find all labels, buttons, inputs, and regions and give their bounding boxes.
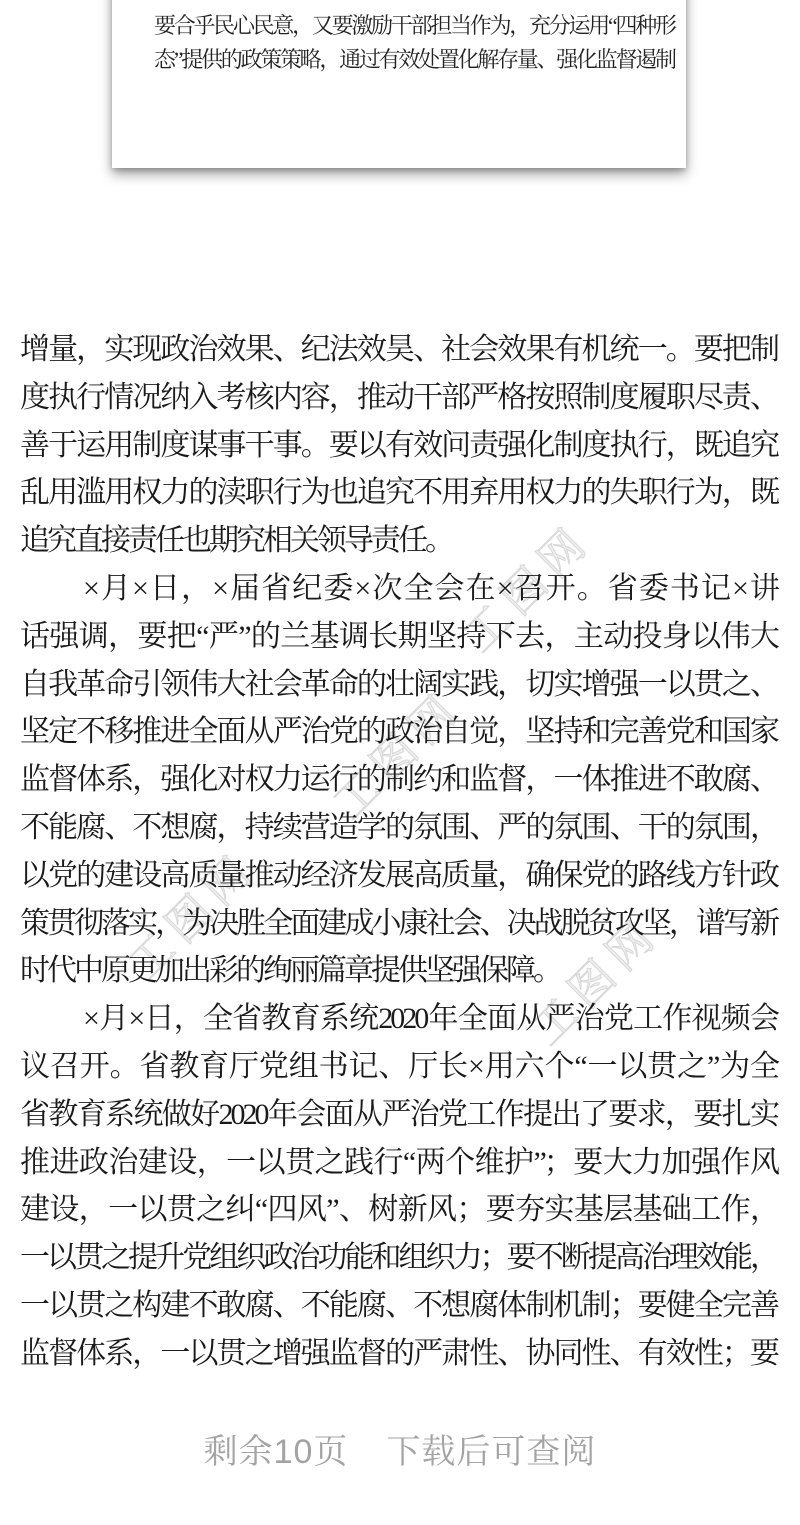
body-text-line: 省教育系统做好2020年会面从严治党工作提出了要求，要扎实 bbox=[20, 1097, 777, 1131]
watermark-text: 工图网 bbox=[119, 842, 267, 990]
body-text-line: 追究直接责任也期究相关领导责任。 bbox=[20, 524, 452, 558]
watermark-text: 工图网 bbox=[454, 514, 602, 662]
body-text-line: 坚定不移推进全面从严治党的政治自觉，坚持和完善党和国家 bbox=[20, 715, 777, 749]
body-text-line: 话强调，要把“严”的兰基调长期坚持下去，主动投身以伟大 bbox=[20, 619, 777, 653]
document-body bbox=[20, 326, 777, 1378]
body-text-line: 监督体系，强化对权力运行的制约和监督，一体推进不敢腐、 bbox=[20, 763, 777, 797]
body-text-line: 一以贯之提升党组织政治功能和组织力；要不断提高治理效能， bbox=[20, 1241, 777, 1275]
body-text-line: ×月×日，×届省纪委×次全会在×召开。省委书记×讲 bbox=[83, 571, 777, 605]
remaining-pages-notice bbox=[0, 1424, 800, 1473]
body-text-line: ×月×日，全省教育系统2020年全面从严治党工作视频会 bbox=[83, 1002, 777, 1036]
body-text-line: 一以贯之构建不敢腐、不能腐、不想腐体制机制；要健全完善 bbox=[20, 1288, 777, 1322]
body-text-line: 自我革命引领伟大社会革命的壮阔实践，切实增强一以贯之、 bbox=[20, 667, 777, 701]
body-text-line: 议召开。省教育厅党组书记、厅长×用六个“一以贯之”为全 bbox=[20, 1049, 777, 1083]
body-text-line: 推进政治建设，一以贯之践行“两个维护”；要大力加强作风 bbox=[20, 1145, 777, 1179]
previous-page-card bbox=[112, 0, 686, 168]
preview-text-line: 态”提供的政策策略，通过有效处置化解存量、强化监督遏制 bbox=[154, 47, 674, 72]
body-text-line: 不能腐、不想腐，持续营造学的氛围、严的氛围、干的氛围， bbox=[20, 810, 777, 844]
body-text-line: 善于运用制度谋事干事。要以有效问责强化制度执行，既追究 bbox=[20, 428, 777, 462]
body-text-line: 乱用滥用权力的渎职行为也追究不用弃用权力的失职行为，既 bbox=[20, 476, 777, 510]
body-text-line: 策贯彻落实，为决胜全面建成小康社会、决战脱贫攻坚，谱写新 bbox=[20, 906, 777, 940]
remaining-pages-count: 剩余10页 bbox=[203, 1433, 349, 1471]
body-text-line: 监督体系，一以贯之增强监督的严肃性、协同性、有效性；要 bbox=[20, 1336, 777, 1370]
preview-text-line: 要合乎民心民意，又要激励干部担当作为，充分运用“四种形 bbox=[154, 13, 674, 38]
previous-page-text bbox=[154, 9, 674, 77]
watermark-text: 工图网 bbox=[522, 907, 670, 1055]
body-text-line: 以党的建设高质量推动经济发展高质量，确保党的路线方针政 bbox=[20, 858, 777, 892]
watermark-text: 工图网 bbox=[324, 681, 472, 829]
body-text-line: 度执行情况纳入考核内容，推动干部严格按照制度履职尽责、 bbox=[20, 380, 777, 414]
body-text-line: 时代中原更加出彩的绚丽篇章提供坚强保障。 bbox=[20, 954, 560, 988]
body-text-line: 增量，实现政治效果、纪法效昊、社会效果有机统一。要把制 bbox=[20, 333, 777, 366]
body-text-line: 建设，一以贯之纠“四风”、树新风；要夯实基层基础工作， bbox=[20, 1193, 777, 1227]
download-hint: 下载后可查阅 bbox=[386, 1433, 597, 1471]
